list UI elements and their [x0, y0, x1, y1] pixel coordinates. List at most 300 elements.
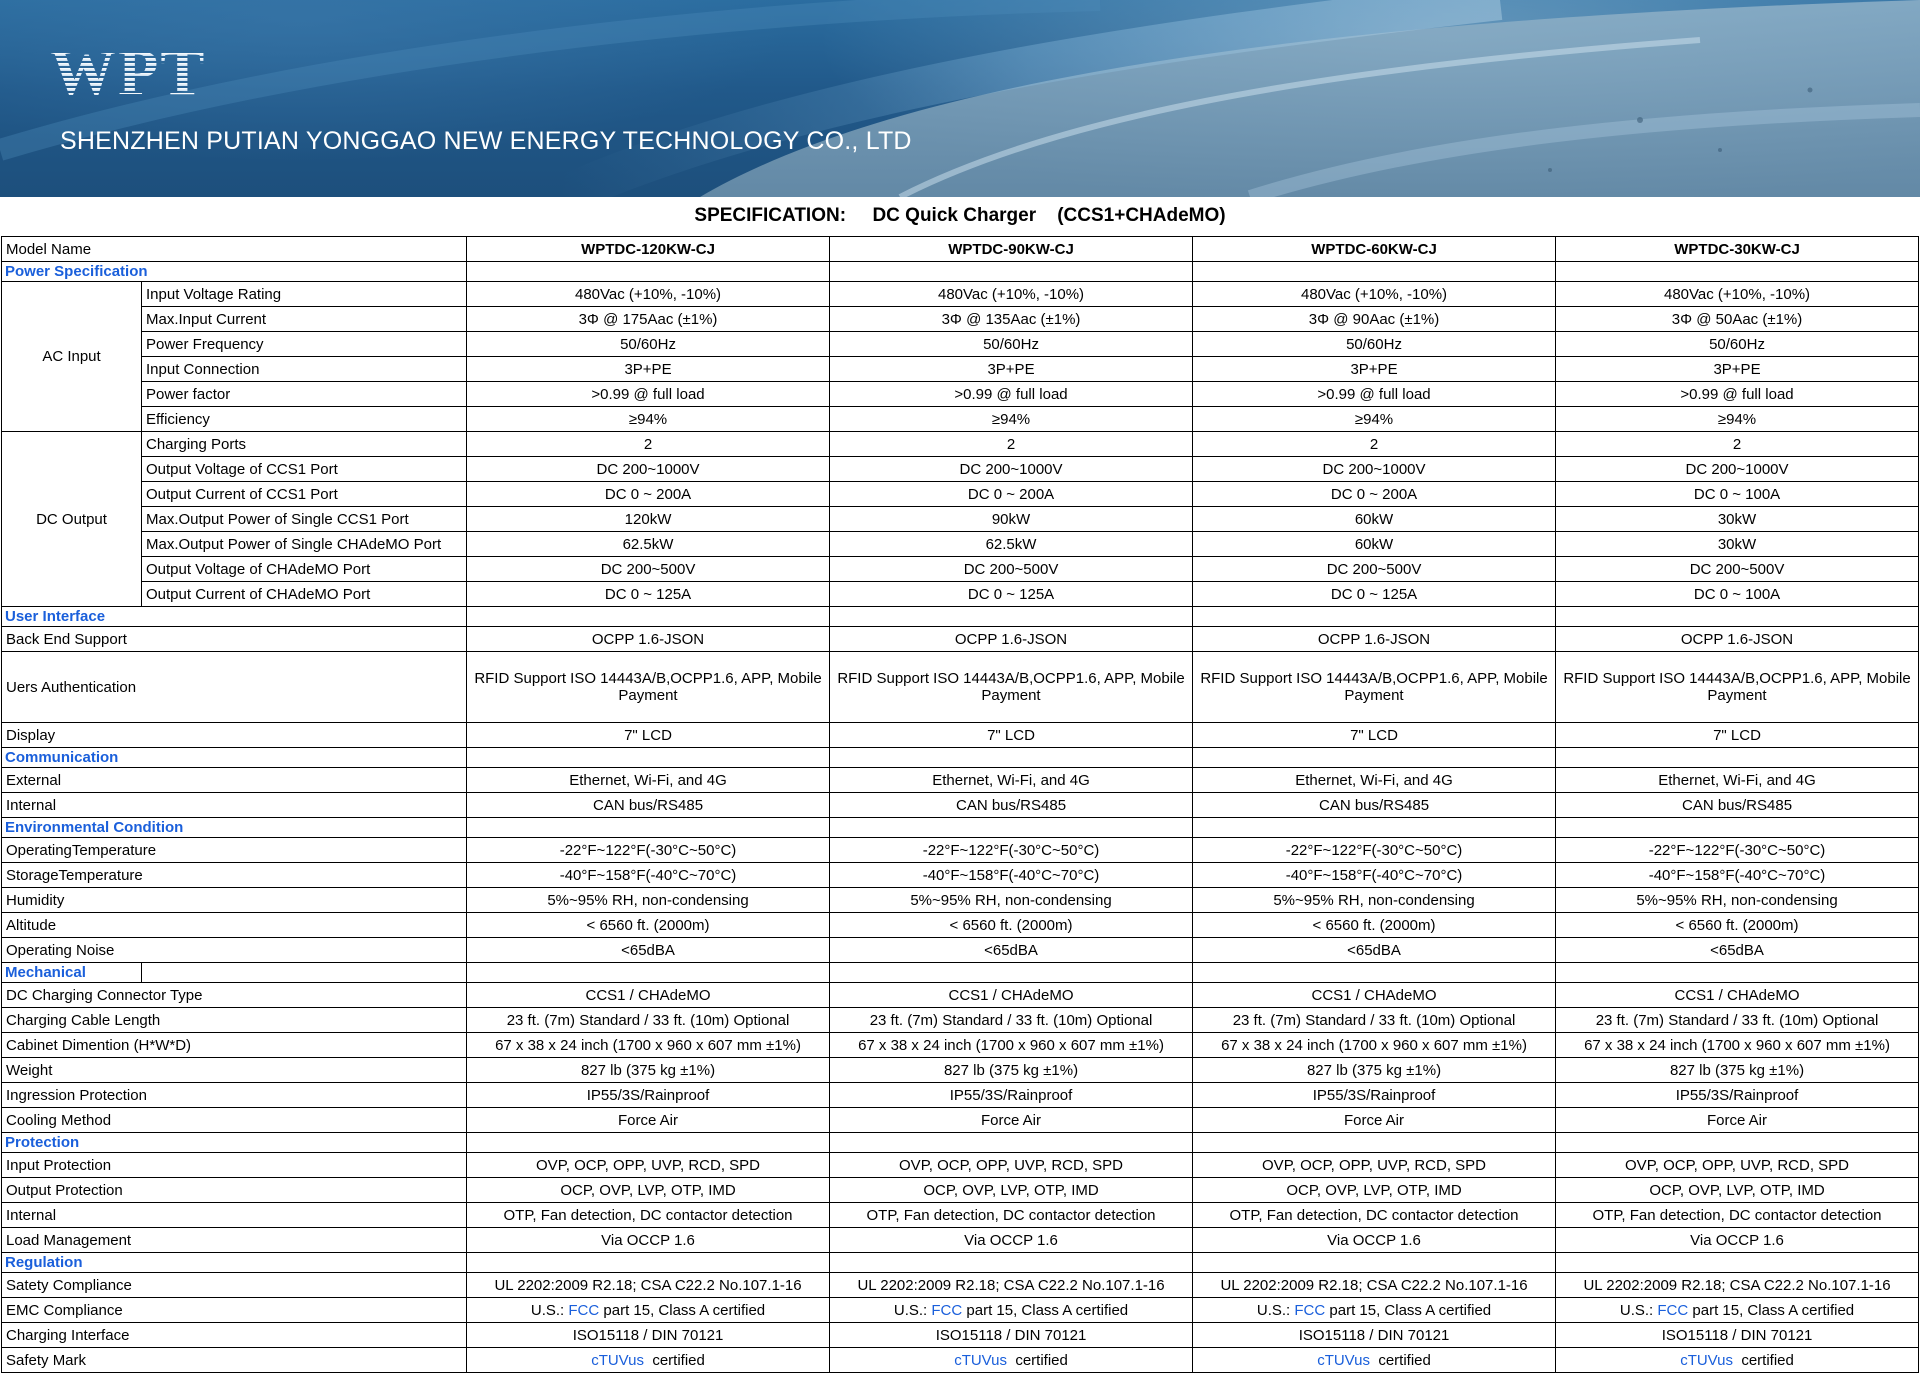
spec-row	[2, 307, 1919, 332]
spec-value-cell: -22°F~122°F(-30°C~50°C)	[467, 838, 830, 863]
section-spacer	[1193, 818, 1556, 838]
spec-value-cell: 2	[1556, 432, 1919, 457]
spec-value-cell: 23 ft. (7m) Standard / 33 ft. (10m) Optional	[467, 1008, 830, 1033]
spec-value-cell: < 6560 ft. (2000m)	[467, 913, 830, 938]
spec-value-cell: 62.5kW	[467, 532, 830, 557]
header-banner	[0, 0, 1920, 197]
spec-label: Max.Output Power of Single CHAdeMO Port	[142, 532, 467, 557]
spec-row	[2, 1298, 1919, 1323]
spec-title	[0, 205, 1920, 227]
spec-row	[2, 1228, 1919, 1253]
spec-row	[2, 282, 1919, 307]
value-suffix: part 15, Class A certified	[599, 1301, 766, 1319]
spec-row	[2, 1348, 1919, 1373]
spec-value-cell	[830, 1348, 1193, 1373]
spec-value-cell: OVP, OCP, OPP, UVP, RCD, SPD	[830, 1153, 1193, 1178]
spec-value-cell: IP55/3S/Rainproof	[467, 1083, 830, 1108]
spec-value-cell: DC 200~500V	[1193, 557, 1556, 582]
model-name-cell: WPTDC-30KW-CJ	[1556, 237, 1919, 262]
spec-value-cell: 827 lb (375 kg ±1%)	[830, 1058, 1193, 1083]
spec-value-cell: 60kW	[1193, 532, 1556, 557]
spec-value-cell: DC 0 ~ 200A	[1193, 482, 1556, 507]
spec-value-cell: 2	[467, 432, 830, 457]
spec-value-cell: CCS1 / CHAdeMO	[830, 983, 1193, 1008]
value-prefix: U.S.:	[1256, 1301, 1295, 1319]
spec-value-cell	[1556, 1298, 1919, 1323]
spec-value-cell: -22°F~122°F(-30°C~50°C)	[830, 838, 1193, 863]
spec-value-cell: -40°F~158°F(-40°C~70°C)	[1556, 863, 1919, 888]
certification-mark: cTUVus	[1680, 1351, 1733, 1369]
section-spacer	[830, 818, 1193, 838]
spec-value-cell: 5%~95% RH, non-condensing	[1193, 888, 1556, 913]
spec-label: EMC Compliance	[2, 1298, 467, 1323]
spec-value-cell: IP55/3S/Rainproof	[1556, 1083, 1919, 1108]
spec-value-cell: Ethernet, Wi-Fi, and 4G	[467, 768, 830, 793]
model-name-cell: WPTDC-120KW-CJ	[467, 237, 830, 262]
spec-value-cell: CAN bus/RS485	[1556, 793, 1919, 818]
spec-value-cell: OCPP 1.6-JSON	[467, 627, 830, 652]
spec-value-cell: OCPP 1.6-JSON	[830, 627, 1193, 652]
spec-row	[2, 793, 1919, 818]
spec-value-cell: 5%~95% RH, non-condensing	[1556, 888, 1919, 913]
row-group-label: DC Output	[2, 432, 142, 607]
spec-value-cell: 120kW	[467, 507, 830, 532]
section-spacer	[467, 1133, 830, 1153]
spec-value-cell: RFID Support ISO 14443A/B,OCPP1.6, APP, Mobile Payment	[830, 652, 1193, 723]
spec-value-cell: <65dBA	[1556, 938, 1919, 963]
spec-value-cell: >0.99 @ full load	[1556, 382, 1919, 407]
spec-value-cell: 480Vac (+10%, -10%)	[830, 282, 1193, 307]
spec-value-cell: 23 ft. (7m) Standard / 33 ft. (10m) Optional	[1556, 1008, 1919, 1033]
section-spacer	[830, 607, 1193, 627]
spec-value-cell: 62.5kW	[830, 532, 1193, 557]
certification-mark: FCC	[568, 1301, 600, 1319]
spec-value-cell: UL 2202:2009 R2.18; CSA C22.2 No.107.1-16	[467, 1273, 830, 1298]
section-spacer	[467, 818, 830, 838]
model-name-label: Model Name	[2, 237, 467, 262]
spec-value-cell: >0.99 @ full load	[830, 382, 1193, 407]
spec-value-cell: DC 200~500V	[1556, 557, 1919, 582]
section-spacer	[1193, 1133, 1556, 1153]
spec-value-cell: 30kW	[1556, 507, 1919, 532]
spec-value-cell: < 6560 ft. (2000m)	[1193, 913, 1556, 938]
spec-value-cell: 480Vac (+10%, -10%)	[1193, 282, 1556, 307]
spec-value-cell: <65dBA	[830, 938, 1193, 963]
spec-label: Internal	[2, 793, 467, 818]
section-spacer	[1193, 1253, 1556, 1273]
spec-row	[2, 768, 1919, 793]
spec-row	[2, 913, 1919, 938]
spec-row	[2, 1008, 1919, 1033]
certification-mark: cTUVus	[954, 1351, 1007, 1369]
spec-value-cell: 3Φ @ 50Aac (±1%)	[1556, 307, 1919, 332]
spec-row	[2, 407, 1919, 432]
section-spacer	[1556, 1133, 1919, 1153]
section-spacer	[142, 963, 467, 983]
value-prefix: U.S.:	[530, 1301, 569, 1319]
spec-value-cell: DC 0 ~ 200A	[467, 482, 830, 507]
spec-value-cell: CAN bus/RS485	[467, 793, 830, 818]
certification-mark: FCC	[1657, 1301, 1689, 1319]
spec-label: Charging Ports	[142, 432, 467, 457]
spec-row	[2, 532, 1919, 557]
spec-value-cell: DC 0 ~ 125A	[467, 582, 830, 607]
spec-value-cell: 3P+PE	[467, 357, 830, 382]
spec-value-cell: ≥94%	[467, 407, 830, 432]
certification-mark: FCC	[1294, 1301, 1326, 1319]
spec-row	[2, 457, 1919, 482]
spec-value-cell: OTP, Fan detection, DC contactor detection	[1193, 1203, 1556, 1228]
spec-value-cell: IP55/3S/Rainproof	[830, 1083, 1193, 1108]
section-spacer	[1193, 607, 1556, 627]
spec-label: Uers Authentication	[2, 652, 467, 723]
spec-label: OperatingTemperature	[2, 838, 467, 863]
spec-value-cell: OCP, OVP, LVP, OTP, IMD	[1193, 1178, 1556, 1203]
spec-row	[2, 1108, 1919, 1133]
section-spacer	[1556, 748, 1919, 768]
spec-value-cell: ≥94%	[1193, 407, 1556, 432]
value-suffix: part 15, Class A certified	[1688, 1301, 1855, 1319]
spec-label: Weight	[2, 1058, 467, 1083]
spec-value-cell: DC 200~1000V	[830, 457, 1193, 482]
spec-value-cell: Force Air	[467, 1108, 830, 1133]
section-heading: Environmental Condition	[2, 818, 467, 838]
spec-label: Cooling Method	[2, 1108, 467, 1133]
spec-row	[2, 723, 1919, 748]
spec-label: DC Charging Connector Type	[2, 983, 467, 1008]
section-spacer	[467, 748, 830, 768]
spec-value-cell: Ethernet, Wi-Fi, and 4G	[1193, 768, 1556, 793]
spec-value-cell: -40°F~158°F(-40°C~70°C)	[830, 863, 1193, 888]
row-group-label: AC Input	[2, 282, 142, 432]
spec-value-cell: 3P+PE	[1556, 357, 1919, 382]
spec-value-cell: Via OCCP 1.6	[1193, 1228, 1556, 1253]
section-spacer	[830, 963, 1193, 983]
spec-value-cell: 23 ft. (7m) Standard / 33 ft. (10m) Optional	[1193, 1008, 1556, 1033]
spec-value-cell: IP55/3S/Rainproof	[1193, 1083, 1556, 1108]
spec-row	[2, 1033, 1919, 1058]
value-suffix: certified	[1369, 1351, 1431, 1369]
spec-value-cell: UL 2202:2009 R2.18; CSA C22.2 No.107.1-16	[1556, 1273, 1919, 1298]
spec-label: Charging Interface	[2, 1323, 467, 1348]
spec-value-cell: 2	[830, 432, 1193, 457]
spec-value-cell: <65dBA	[1193, 938, 1556, 963]
spec-label: Efficiency	[142, 407, 467, 432]
spec-value-cell: 90kW	[830, 507, 1193, 532]
spec-label: Max.Input Current	[142, 307, 467, 332]
spec-row	[2, 983, 1919, 1008]
spec-value-cell: Ethernet, Wi-Fi, and 4G	[1556, 768, 1919, 793]
spec-value-cell: 7" LCD	[467, 723, 830, 748]
spec-value-cell: 3Φ @ 175Aac (±1%)	[467, 307, 830, 332]
spec-value-cell: < 6560 ft. (2000m)	[830, 913, 1193, 938]
spec-value-cell: DC 0 ~ 200A	[830, 482, 1193, 507]
spec-value-cell: -40°F~158°F(-40°C~70°C)	[467, 863, 830, 888]
spec-value-cell: CAN bus/RS485	[830, 793, 1193, 818]
section-spacer	[1193, 262, 1556, 282]
spec-value-cell: CAN bus/RS485	[1193, 793, 1556, 818]
spec-value-cell: -22°F~122°F(-30°C~50°C)	[1193, 838, 1556, 863]
spec-value-cell: UL 2202:2009 R2.18; CSA C22.2 No.107.1-16	[830, 1273, 1193, 1298]
spec-row	[2, 557, 1919, 582]
spec-value-cell: RFID Support ISO 14443A/B,OCPP1.6, APP, Mobile Payment	[1193, 652, 1556, 723]
svg-text:WPT: WPT	[50, 38, 207, 102]
section-heading-row	[2, 963, 1919, 983]
spec-row	[2, 863, 1919, 888]
spec-row	[2, 357, 1919, 382]
spec-value-cell: OCPP 1.6-JSON	[1193, 627, 1556, 652]
banner-wave-graphic	[0, 0, 1920, 197]
spec-value-cell: OVP, OCP, OPP, UVP, RCD, SPD	[1556, 1153, 1919, 1178]
section-spacer	[830, 748, 1193, 768]
section-spacer	[467, 607, 830, 627]
specification-table	[1, 236, 1919, 1373]
section-spacer	[1556, 262, 1919, 282]
spec-value-cell: ISO15118 / DIN 70121	[1193, 1323, 1556, 1348]
spec-label: Charging Cable Length	[2, 1008, 467, 1033]
section-heading-row	[2, 748, 1919, 768]
section-heading: User Interface	[2, 607, 467, 627]
spec-label: Satety Compliance	[2, 1273, 467, 1298]
value-suffix: certified	[1006, 1351, 1068, 1369]
spec-value-cell: ISO15118 / DIN 70121	[467, 1323, 830, 1348]
spec-row	[2, 382, 1919, 407]
spec-row	[2, 482, 1919, 507]
spec-value-cell: 7" LCD	[830, 723, 1193, 748]
spec-value-cell: 3P+PE	[830, 357, 1193, 382]
spec-value-cell: 3Φ @ 135Aac (±1%)	[830, 307, 1193, 332]
spec-value-cell: 3P+PE	[1193, 357, 1556, 382]
spec-value-cell: OTP, Fan detection, DC contactor detection	[1556, 1203, 1919, 1228]
spec-label: Safety Mark	[2, 1348, 467, 1373]
spec-label: StorageTemperature	[2, 863, 467, 888]
spec-value-cell: OCP, OVP, LVP, OTP, IMD	[830, 1178, 1193, 1203]
spec-value-cell: DC 0 ~ 125A	[830, 582, 1193, 607]
spec-label: Input Protection	[2, 1153, 467, 1178]
spec-value-cell: < 6560 ft. (2000m)	[1556, 913, 1919, 938]
spec-value-cell: -40°F~158°F(-40°C~70°C)	[1193, 863, 1556, 888]
spec-value-cell: DC 200~1000V	[1193, 457, 1556, 482]
spec-value-cell: DC 200~1000V	[467, 457, 830, 482]
section-spacer	[1193, 963, 1556, 983]
spec-value-cell: 3Φ @ 90Aac (±1%)	[1193, 307, 1556, 332]
spec-value-cell: 50/60Hz	[1556, 332, 1919, 357]
spec-row	[2, 1273, 1919, 1298]
spec-row	[2, 1153, 1919, 1178]
spec-row	[2, 432, 1919, 457]
section-spacer	[830, 1133, 1193, 1153]
section-spacer	[1193, 748, 1556, 768]
spec-value-cell: OVP, OCP, OPP, UVP, RCD, SPD	[467, 1153, 830, 1178]
spec-row	[2, 1323, 1919, 1348]
spec-value-cell	[1556, 1348, 1919, 1373]
spec-value-cell: DC 200~500V	[830, 557, 1193, 582]
spec-value-cell: 50/60Hz	[467, 332, 830, 357]
spec-label: Altitude	[2, 913, 467, 938]
spec-label: Output Current of CCS1 Port	[142, 482, 467, 507]
spec-label: Back End Support	[2, 627, 467, 652]
spec-value-cell: DC 0 ~ 125A	[1193, 582, 1556, 607]
spec-value-cell	[467, 1348, 830, 1373]
value-prefix: U.S.:	[893, 1301, 932, 1319]
spec-label: Operating Noise	[2, 938, 467, 963]
section-heading: Mechanical	[2, 963, 142, 983]
spec-label: Humidity	[2, 888, 467, 913]
spec-value-cell: 827 lb (375 kg ±1%)	[1193, 1058, 1556, 1083]
spec-row	[2, 1203, 1919, 1228]
section-spacer	[1556, 1253, 1919, 1273]
spec-value-cell: OTP, Fan detection, DC contactor detection	[830, 1203, 1193, 1228]
section-spacer	[467, 262, 830, 282]
certification-mark: cTUVus	[1317, 1351, 1370, 1369]
value-suffix: part 15, Class A certified	[1325, 1301, 1492, 1319]
spec-value-cell: OCP, OVP, LVP, OTP, IMD	[467, 1178, 830, 1203]
spec-label: External	[2, 768, 467, 793]
spec-value-cell: UL 2202:2009 R2.18; CSA C22.2 No.107.1-16	[1193, 1273, 1556, 1298]
spec-value-cell: 5%~95% RH, non-condensing	[830, 888, 1193, 913]
spec-value-cell: OCPP 1.6-JSON	[1556, 627, 1919, 652]
value-prefix: U.S.:	[1619, 1301, 1658, 1319]
spec-value-cell: CCS1 / CHAdeMO	[1556, 983, 1919, 1008]
spec-value-cell: 50/60Hz	[830, 332, 1193, 357]
spec-label: Power Frequency	[142, 332, 467, 357]
section-spacer	[830, 262, 1193, 282]
spec-value-cell	[1193, 1298, 1556, 1323]
spec-row	[2, 938, 1919, 963]
spec-row	[2, 332, 1919, 357]
wpt-logo	[48, 38, 238, 102]
value-suffix: certified	[643, 1351, 705, 1369]
spec-value-cell: 827 lb (375 kg ±1%)	[467, 1058, 830, 1083]
section-spacer	[1556, 818, 1919, 838]
section-heading: Power Specification	[2, 262, 467, 282]
section-spacer	[1556, 963, 1919, 983]
model-name-row	[2, 237, 1919, 262]
spec-value-cell: Via OCCP 1.6	[1556, 1228, 1919, 1253]
spec-label: Load Management	[2, 1228, 467, 1253]
spec-value-cell: 827 lb (375 kg ±1%)	[1556, 1058, 1919, 1083]
spec-value-cell: 2	[1193, 432, 1556, 457]
spec-value-cell: 50/60Hz	[1193, 332, 1556, 357]
spec-label: Output Voltage of CHAdeMO Port	[142, 557, 467, 582]
spec-label: Cabinet Dimention (H*W*D)	[2, 1033, 467, 1058]
certification-mark: FCC	[931, 1301, 963, 1319]
spec-value-cell: Force Air	[830, 1108, 1193, 1133]
title-product: DC Quick Charger	[872, 205, 1037, 226]
company-name: SHENZHEN PUTIAN YONGGAO NEW ENERGY TECHNOLOGY CO., LTD	[60, 127, 912, 155]
model-name-cell: WPTDC-90KW-CJ	[830, 237, 1193, 262]
spec-value-cell: OCP, OVP, LVP, OTP, IMD	[1556, 1178, 1919, 1203]
spec-value-cell: 480Vac (+10%, -10%)	[467, 282, 830, 307]
spec-value-cell: 67 x 38 x 24 inch (1700 x 960 x 607 mm ±1%)	[467, 1033, 830, 1058]
spec-label: Internal	[2, 1203, 467, 1228]
spec-label: Ingression Protection	[2, 1083, 467, 1108]
spec-value-cell: Force Air	[1193, 1108, 1556, 1133]
spec-value-cell: 67 x 38 x 24 inch (1700 x 960 x 607 mm ±1%)	[1556, 1033, 1919, 1058]
spec-value-cell: 67 x 38 x 24 inch (1700 x 960 x 607 mm ±1%)	[830, 1033, 1193, 1058]
spec-value-cell: DC 200~500V	[467, 557, 830, 582]
spec-value-cell: CCS1 / CHAdeMO	[467, 983, 830, 1008]
spec-value-cell: DC 0 ~ 100A	[1556, 482, 1919, 507]
spec-row	[2, 1058, 1919, 1083]
spec-value-cell: ISO15118 / DIN 70121	[1556, 1323, 1919, 1348]
title-prefix: SPECIFICATION:	[694, 205, 847, 226]
spec-label: Output Current of CHAdeMO Port	[142, 582, 467, 607]
section-heading-row	[2, 1133, 1919, 1153]
title-variant: (CCS1+CHAdeMO)	[1057, 205, 1226, 226]
spec-row	[2, 507, 1919, 532]
value-suffix: part 15, Class A certified	[962, 1301, 1129, 1319]
spec-label: Power factor	[142, 382, 467, 407]
spec-value-cell	[830, 1298, 1193, 1323]
spec-value-cell: DC 0 ~ 100A	[1556, 582, 1919, 607]
spec-label: Output Protection	[2, 1178, 467, 1203]
spec-row	[2, 838, 1919, 863]
spec-value-cell: 60kW	[1193, 507, 1556, 532]
model-name-cell: WPTDC-60KW-CJ	[1193, 237, 1556, 262]
spec-value-cell: Ethernet, Wi-Fi, and 4G	[830, 768, 1193, 793]
spec-value-cell: 23 ft. (7m) Standard / 33 ft. (10m) Optional	[830, 1008, 1193, 1033]
section-spacer	[1556, 607, 1919, 627]
spec-label: Input Voltage Rating	[142, 282, 467, 307]
section-heading: Protection	[2, 1133, 467, 1153]
spec-value-cell: ≥94%	[830, 407, 1193, 432]
spec-row	[2, 582, 1919, 607]
spec-value-cell: OVP, OCP, OPP, UVP, RCD, SPD	[1193, 1153, 1556, 1178]
spec-value-cell: RFID Support ISO 14443A/B,OCPP1.6, APP, Mobile Payment	[1556, 652, 1919, 723]
spec-value-cell: DC 200~1000V	[1556, 457, 1919, 482]
section-heading-row	[2, 1253, 1919, 1273]
section-spacer	[467, 1253, 830, 1273]
section-heading-row	[2, 262, 1919, 282]
spec-row	[2, 652, 1919, 723]
spec-row	[2, 1083, 1919, 1108]
section-heading-row	[2, 607, 1919, 627]
spec-value-cell	[1193, 1348, 1556, 1373]
spec-value-cell: ≥94%	[1556, 407, 1919, 432]
spec-label: Display	[2, 723, 467, 748]
spec-value-cell: ISO15118 / DIN 70121	[830, 1323, 1193, 1348]
spec-value-cell: Force Air	[1556, 1108, 1919, 1133]
spec-value-cell: 7" LCD	[1556, 723, 1919, 748]
spec-value-cell: CCS1 / CHAdeMO	[1193, 983, 1556, 1008]
section-heading: Communication	[2, 748, 467, 768]
spec-value-cell: Via OCCP 1.6	[830, 1228, 1193, 1253]
spec-value-cell: RFID Support ISO 14443A/B,OCPP1.6, APP, Mobile Payment	[467, 652, 830, 723]
spec-row	[2, 888, 1919, 913]
spec-label: Max.Output Power of Single CCS1 Port	[142, 507, 467, 532]
certification-mark: cTUVus	[591, 1351, 644, 1369]
spec-value-cell: -22°F~122°F(-30°C~50°C)	[1556, 838, 1919, 863]
section-heading: Regulation	[2, 1253, 467, 1273]
spec-value-cell: >0.99 @ full load	[1193, 382, 1556, 407]
spec-value-cell: OTP, Fan detection, DC contactor detection	[467, 1203, 830, 1228]
spec-value-cell: 67 x 38 x 24 inch (1700 x 960 x 607 mm ±1%)	[1193, 1033, 1556, 1058]
spec-value-cell: 5%~95% RH, non-condensing	[467, 888, 830, 913]
spec-value-cell: 480Vac (+10%, -10%)	[1556, 282, 1919, 307]
section-spacer	[467, 963, 830, 983]
section-heading-row	[2, 818, 1919, 838]
spec-value-cell: 7" LCD	[1193, 723, 1556, 748]
spec-value-cell: 30kW	[1556, 532, 1919, 557]
spec-row	[2, 1178, 1919, 1203]
spec-value-cell: <65dBA	[467, 938, 830, 963]
spec-value-cell: Via OCCP 1.6	[467, 1228, 830, 1253]
value-suffix: certified	[1732, 1351, 1794, 1369]
spec-label: Input Connection	[142, 357, 467, 382]
spec-label: Output Voltage of CCS1 Port	[142, 457, 467, 482]
section-spacer	[830, 1253, 1193, 1273]
